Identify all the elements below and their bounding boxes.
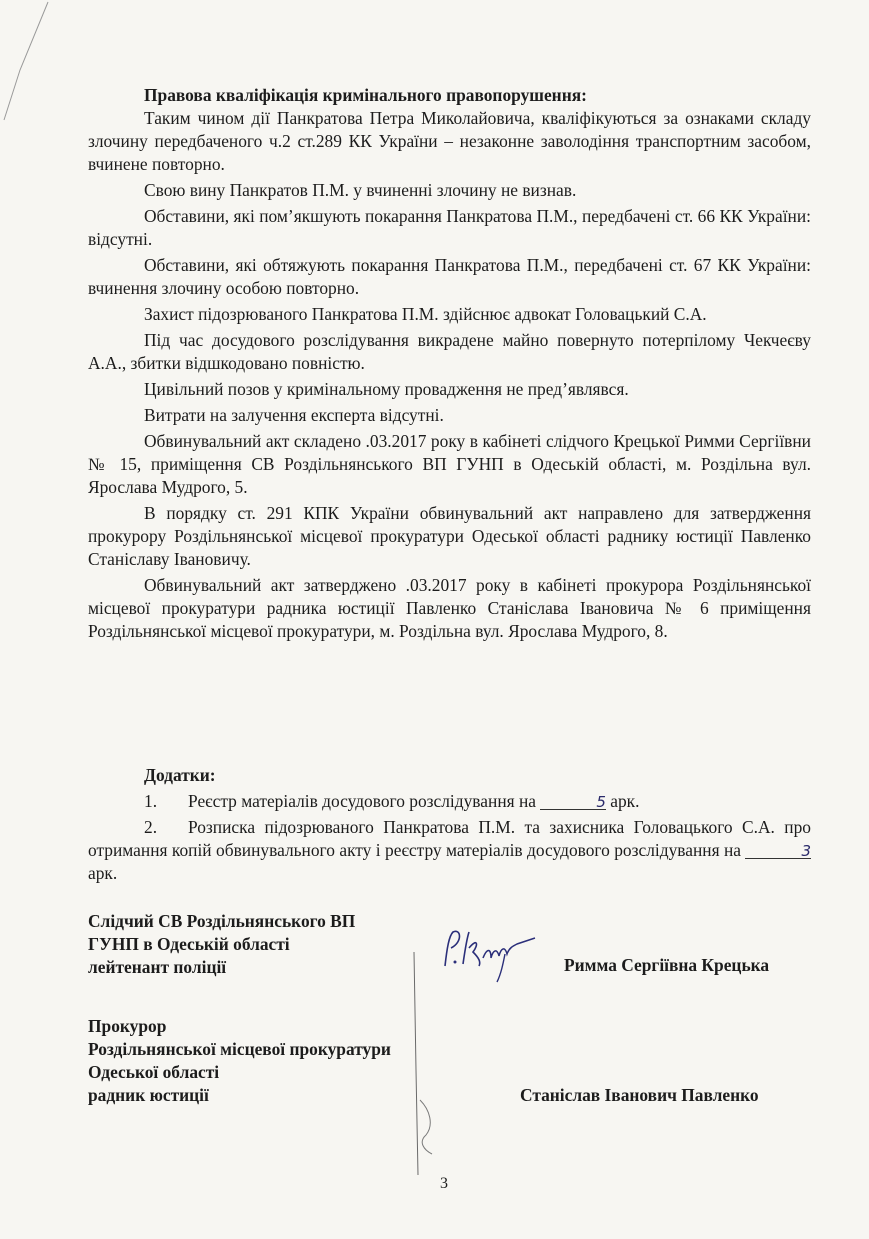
- paragraph-property-returned: Під час досудового розслідування викрадене майно повернуто потерпілому Чекчеєву А.А., збитки відшкодовано повністю.: [88, 330, 811, 373]
- paragraph-defense: Захист підозрюваного Панкратова П.М. здійснює адвокат Головацький С.А.: [144, 304, 707, 324]
- page-number: 3: [440, 1175, 448, 1192]
- appendix-item: [88, 790, 811, 813]
- handwritten-sheet-count: 5: [540, 795, 606, 810]
- prosecutor-signature-block: [88, 1015, 391, 1107]
- paragraph-guilt: Свою вину Панкратов П.М. у вчиненні злочину не визнав.: [144, 180, 577, 200]
- paragraph-civil-claim: Цивільний позов у кримінальному провадження не пред’являвся.: [144, 379, 629, 399]
- signature-divider-mark: [408, 950, 438, 1180]
- investigator-title-line: Слідчий СВ Роздільнянського ВП: [88, 911, 356, 931]
- section-heading: Правова кваліфікація кримінального правопорушення:: [144, 85, 587, 105]
- investigator-name: Римма Сергіївна Крецька: [564, 955, 770, 975]
- prosecutor-title-line: Одеської області: [88, 1062, 220, 1082]
- appendix-title: Додатки:: [144, 765, 216, 785]
- prosecutor-rank: радник юстиції: [88, 1085, 209, 1105]
- appendix-item: [88, 816, 811, 885]
- prosecutor-name: Станіслав Іванович Павленко: [520, 1085, 759, 1105]
- paragraph-aggravating: Обставини, які обтяжують покарання Панкратова П.М., передбачені ст. 67 КК України: вчинення злочину особою повторно.: [88, 255, 811, 298]
- handwritten-sheet-count: 3: [745, 844, 811, 859]
- paragraph-expert-costs: Витрати на залучення експерта відсутні.: [144, 405, 444, 425]
- appendix-item-unit: арк.: [610, 791, 640, 811]
- paragraph-mitigating: Обставини, які пом’якшують покарання Панкратова П.М., передбачені ст. 66 КК України: відсутні.: [88, 206, 811, 249]
- investigator-title-line: ГУНП в Одеській області: [88, 934, 290, 954]
- margin-pencil-mark: [0, 0, 60, 140]
- main-text: [88, 84, 811, 646]
- paragraph-act-compiled: Обвинувальний акт складено .03.2017 року в кабінеті слідчого Крецької Римми Сергіївни № 15, приміщення СВ Роздільнянського ВП ГУНП в Одеській області, м. Роздільна вул. Ярослава Мудрого, 5.: [88, 431, 811, 497]
- prosecutor-title-line: Роздільнянської місцевої прокуратури: [88, 1039, 391, 1059]
- paragraph-act-approved: Обвинувальний акт затверджено .03.2017 року в кабінеті прокурора Роздільнянської місцевої прокуратури радника юстиції Павленко Станіслава Івановича № 6 приміщення Роздільнянської місцевої прокуратури, м. Роздільна вул. Ярослава Мудрого, 8.: [88, 575, 811, 641]
- paragraph-act-sent: В порядку ст. 291 КПК України обвинувальний акт направлено для затвердження прокурору Роздільнянської місцевої прокуратури Одеської області раднику юстиції Павленко Станіславу Івановичу.: [88, 503, 811, 569]
- appendix-item-number: 2.: [144, 817, 158, 837]
- appendix-item-number: 1.: [144, 791, 158, 811]
- appendix-item-unit: арк.: [88, 863, 118, 883]
- appendix-item-text: Реєстр матеріалів досудового розслідування на: [188, 791, 536, 811]
- paragraph-qualification: Таким чином дії Панкратова Петра Миколайовича, кваліфікуються за ознаками складу злочину передбаченого ч.2 ст.289 КК України – незаконне заволодіння транспортним засобом, вчинене повторно.: [88, 108, 811, 174]
- prosecutor-title-line: Прокурор: [88, 1016, 167, 1036]
- appendix-item-text: Розписка підозрюваного Панкратова П.М. та захисника Головацького С.А. про отримання копій обвинувального акту і реєстру матеріалів досудового розслідування на: [88, 817, 811, 860]
- investigator-signature-block: [88, 910, 355, 979]
- investigator-rank: лейтенант поліції: [88, 957, 227, 977]
- appendix: [88, 764, 811, 888]
